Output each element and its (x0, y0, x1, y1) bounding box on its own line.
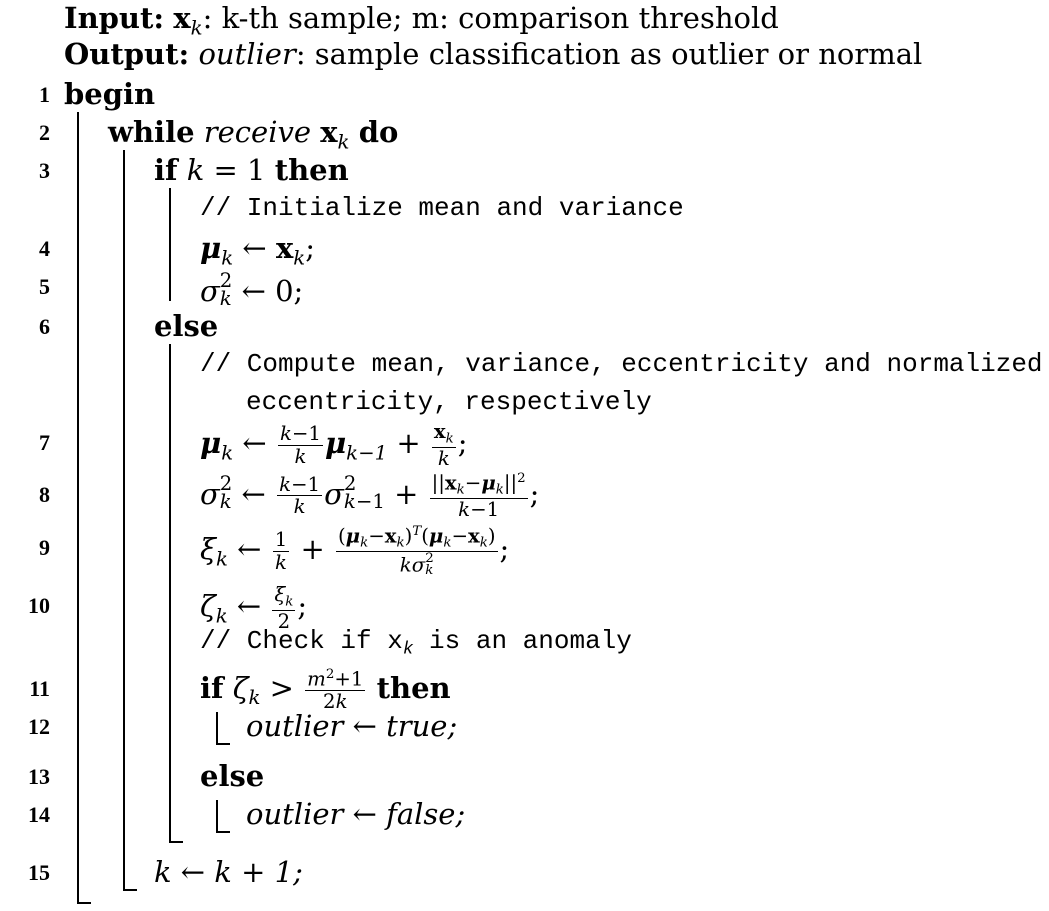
begin-keyword: begin (64, 77, 156, 111)
else-keyword: else (154, 309, 219, 343)
line-number: 1 (39, 82, 50, 107)
output-var: outlier (198, 37, 296, 71)
zeta-update: $\zeta_k$ ← $\frac{\xi_k}{2}$ ; (200, 583, 308, 633)
while-condition: receive (203, 115, 312, 149)
k-subscript: k (190, 16, 203, 40)
then-block-rule (216, 712, 218, 744)
k-var: k (186, 153, 205, 187)
line-number: 9 (39, 535, 50, 560)
begin-block-end (77, 902, 91, 904)
x-symbol: x (173, 1, 191, 35)
comment-text: // Initialize mean and variance (200, 193, 684, 223)
line-number: 6 (39, 314, 50, 339)
comment-text: // Compute mean, variance, eccentricity and normalized (200, 349, 1043, 379)
else-block-rule (169, 344, 171, 842)
then-keyword: then (274, 153, 349, 187)
line-number: 12 (28, 714, 50, 739)
do-keyword: do (358, 115, 399, 149)
outlier-true-assign: outlier ← true; (246, 709, 458, 743)
else-block-end (169, 841, 183, 843)
if-k1-block-rule (169, 188, 171, 301)
then-keyword: then (376, 670, 451, 705)
if-keyword: if (154, 153, 178, 187)
if-anomaly-condition: if $\zeta_k$ > $\frac{m^2+1}{2k}$ then (200, 667, 451, 714)
mu-assign: $\mu_k$ ← $x_k$; (200, 231, 315, 270)
while-keyword: while (108, 115, 195, 149)
comment-text: eccentricity, respectively (246, 387, 652, 417)
line-number: 11 (29, 676, 50, 701)
line-number: 15 (28, 860, 50, 885)
line-number: 7 (39, 430, 50, 455)
xi-update: $\xi_k$ ← $\frac{1}{k}$ + $(\mu_k-x_k)^T(\mu_k-x_k)$ kσ 2 k ; (200, 523, 510, 579)
k-subscript: k (337, 130, 350, 154)
sigma-init-rhs: ← 0; (241, 273, 304, 308)
line-number: 8 (39, 482, 50, 507)
while-block-rule (123, 150, 125, 890)
sigma-init: σ 2 k ← 0; (200, 269, 304, 310)
then-block-end (216, 743, 230, 745)
output-label: Output: (64, 37, 190, 71)
else-inner-block-rule (216, 800, 218, 832)
else-keyword: else (200, 759, 265, 793)
sigma-update: σ 2 k ← $\frac{k-1}{k}$ σ 2 k−1 + $\frac{||x_k-\mu_k||^2}{k-1}$ ; (200, 470, 540, 522)
algorithm-block: Input: $x_k$: k-th sample; m: comparison threshold Output: outlier: sample classification as outlier or normal 1 begin 2 while receive $x_k$ do 3 if k = 1 then // Initialize mean and variance 4 $\mu_k$ ← $x_k$; 5 σ 2 k ← 0; 6 else // Compute mean, variance, eccentricity and normalized eccentricity, respectively 7 $\mu_k$ ← $\frac{k-1}{k}$ $\mu_{k-1}$ + $\frac{x_k}{k}$ ; 8 σ 2 k ← $\frac{k-1}{k}$ σ 2 k−1 + $\frac{||x_k-\mu_k||^2}{k-1}$ ; 9 $\xi_k$ ← $\frac{1}{k}$ + $(\mu_k-x_k)^T(\mu_k-x_k)$ kσ 2 k ; 10 $\zeta_k$ ← $\frac{\xi_k}{2}$ ; // Check if $x_k$ is an anomaly 11 if $\zeta_k$ > $\frac{m^2+1}{2k}$ then 12 outlier ← true; 13 else 14 outlier ← false; 15 k ← k + 1; (0, 0, 1049, 911)
else-inner-block-end (216, 831, 230, 833)
k-increment-assign: k ← k + 1; (154, 855, 303, 889)
comment-check-prefix: // Check if x (200, 626, 403, 656)
mu-update: $\mu_k$ ← $\frac{k-1}{k}$ $\mu_{k-1}$ + $\frac{x_k}{k}$ ; (200, 419, 468, 470)
line-number: 2 (39, 120, 50, 145)
outlier-false-assign: outlier ← false; (246, 797, 466, 831)
line-number: 14 (28, 802, 50, 827)
if-keyword: if (200, 670, 224, 705)
line-number: 10 (28, 593, 50, 618)
line-number: 13 (28, 764, 50, 789)
output-text: : sample classification as outlier or normal (295, 37, 923, 71)
while-block-end (123, 889, 137, 891)
input-text: k-th sample; m: comparison threshold (221, 1, 779, 35)
x-symbol: x (320, 115, 338, 149)
line-number: 3 (39, 158, 50, 183)
comment-check-suffix: is an anomaly (413, 626, 632, 656)
begin-block-rule (77, 112, 79, 903)
line-number: 4 (39, 236, 50, 261)
comment-text: // Check if $x_k$ is an anomaly (200, 626, 632, 660)
input-label: Input: (64, 1, 165, 35)
line-number: 5 (39, 274, 50, 299)
